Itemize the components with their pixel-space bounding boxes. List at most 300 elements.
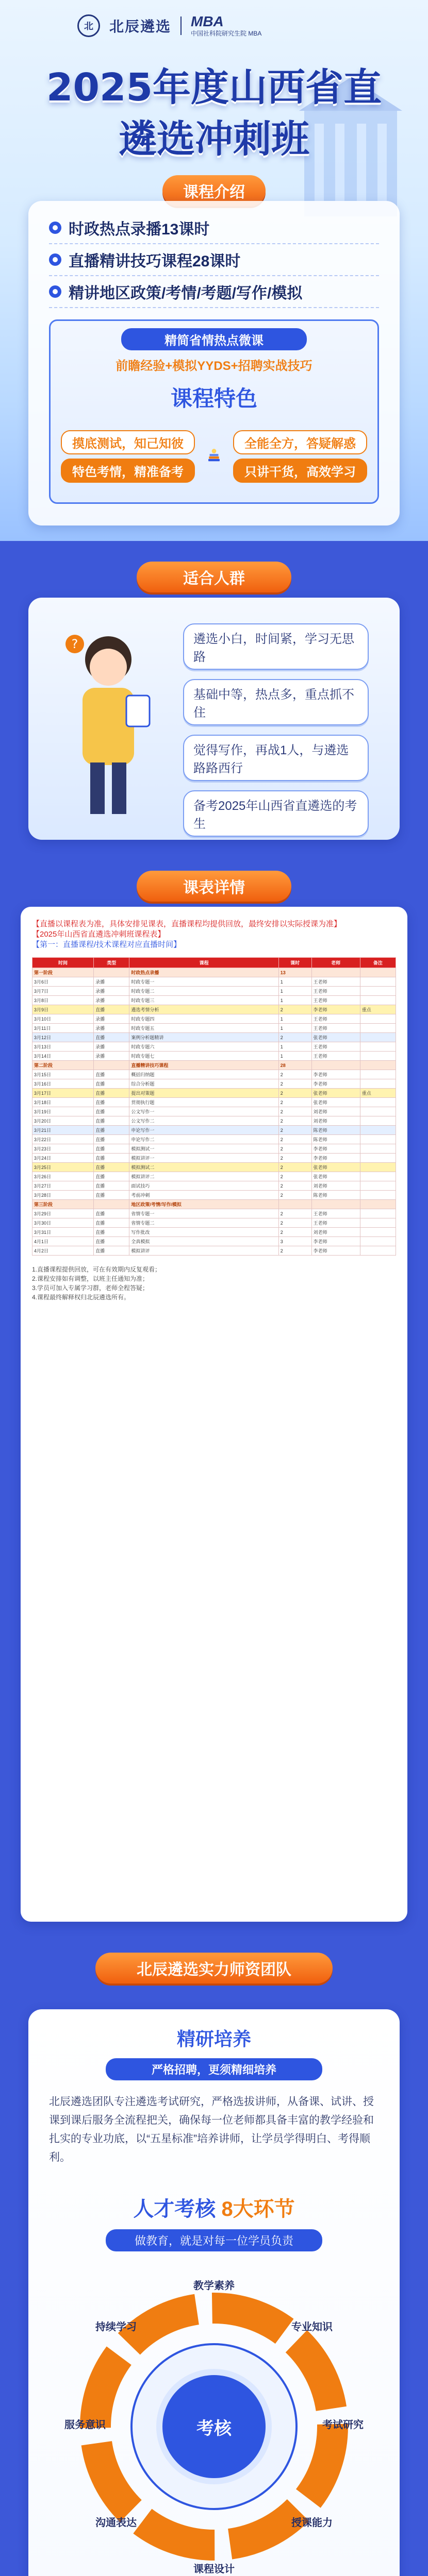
schedule-row (32, 1089, 396, 1098)
schedule-cell: 3月23日 (32, 1144, 94, 1154)
details-section (0, 860, 428, 1937)
schedule-header-cell: 类型 (94, 958, 129, 968)
schedule-header-cell: 课时 (278, 958, 311, 968)
schedule-cell: 第一阶段 (32, 968, 94, 977)
schedule-cell (94, 1061, 129, 1070)
schedule-cell: 贯彻执行题 (129, 1098, 278, 1107)
schedule-cell (360, 1079, 396, 1089)
schedule-cell (360, 1024, 396, 1033)
schedule-cell (311, 968, 360, 977)
teachers-strip: 严格招聘，更须精细培养 (106, 2058, 322, 2080)
schedule-cell: 模拟测试二 (129, 1163, 278, 1172)
intro-card (28, 201, 400, 526)
schedule-row (32, 1024, 396, 1033)
schedule-cell: 时政热点录播 (129, 968, 278, 977)
schedule-cell (94, 1200, 129, 1209)
schedule-cell (278, 1200, 311, 1209)
schedule-cell: 陈老师 (311, 1191, 360, 1200)
teachers-card (28, 2009, 400, 2576)
schedule-cell: 直播 (94, 1107, 129, 1116)
schedule-cell (360, 1070, 396, 1079)
ring-title (49, 2193, 379, 2222)
schedule-cell: 3月25日 (32, 1163, 94, 1172)
footnote: 3.学员可加入专属学习群，老师全程答疑； (32, 1284, 149, 1292)
ring-label: 教学素养 (193, 2280, 235, 2292)
schedule-cell: 录播 (94, 987, 129, 996)
schedule-cell: 李老师 (311, 1070, 360, 1079)
hero-title (0, 62, 428, 165)
schedule-cell: 4月2日 (32, 1246, 94, 1256)
schedule-cell: 直播 (94, 1098, 129, 1107)
schedule-cell: 28 (278, 1061, 311, 1070)
feature-panel-subtitle: 前瞻经验+模拟YYDS+招聘实战技巧 (116, 359, 312, 373)
schedule-cell: 王老师 (311, 977, 360, 987)
schedule-row (32, 968, 396, 977)
schedule-cell: 张老师 (311, 1089, 360, 1098)
schedule-cell: 直播 (94, 1172, 129, 1181)
schedule-cell (360, 1107, 396, 1116)
brand-name: 北辰遴选 (109, 18, 172, 35)
schedule-cell: 写作批改 (129, 1228, 278, 1237)
schedule-cell: 录播 (94, 1024, 129, 1033)
ring-label: 持续学习 (95, 2321, 137, 2333)
schedule-cell: 1 (278, 1024, 311, 1033)
schedule-cell (311, 1061, 360, 1070)
intro-item (49, 244, 379, 276)
schedule-row (32, 1033, 396, 1042)
ring-strip: 做教育，就是对每一位学员负责 (106, 2229, 322, 2251)
schedule-header-cell: 备注 (360, 958, 396, 968)
schedule-cell: 2 (278, 1107, 311, 1116)
schedule-cell (360, 1014, 396, 1024)
schedule-cell: 王老师 (311, 1024, 360, 1033)
bullet-icon (49, 222, 61, 234)
schedule-row (32, 1228, 396, 1237)
schedule-cell (360, 1172, 396, 1181)
schedule-cell: 直播 (94, 1089, 129, 1098)
schedule-cell: 时政专题一 (129, 977, 278, 987)
schedule-row (32, 1246, 396, 1256)
schedule-subnote: 【第一：直播课程/技术课程对应直播时间】 (32, 940, 182, 949)
schedule-cell: 直播 (94, 1163, 129, 1172)
feature-stack-right (233, 430, 367, 483)
schedule-cell: 直播 (94, 1237, 129, 1246)
schedule-row (32, 996, 396, 1005)
audience-card (28, 598, 400, 840)
schedule-cell: 直播 (94, 1181, 129, 1191)
schedule-cell: 李老师 (311, 1144, 360, 1154)
hero-title-line1: 2025年度山西省直 (46, 65, 382, 110)
schedule-cell: 3月7日 (32, 987, 94, 996)
schedule-cell: 李老师 (311, 1005, 360, 1014)
schedule-row (32, 1163, 396, 1172)
schedule-row (32, 1218, 396, 1228)
schedule-cell (360, 1135, 396, 1144)
schedule-cell: 直播 (94, 1005, 129, 1014)
schedule-cell: 全真模拟 (129, 1237, 278, 1246)
schedule-row (32, 1135, 396, 1144)
schedule-cell: 13 (278, 968, 311, 977)
feature-tag: 摸底测试，知己知彼 (61, 430, 195, 454)
schedule-cell (360, 1181, 396, 1191)
books-illustration-icon (205, 418, 223, 495)
schedule-cell (360, 1144, 396, 1154)
ring-center: 考核 (162, 2375, 266, 2478)
hero-section (0, 0, 428, 541)
schedule-cell: 3月14日 (32, 1052, 94, 1061)
schedule-cell (360, 1126, 396, 1135)
ring-title-main: 人才考核 (133, 2198, 216, 2221)
schedule-cell: 公文写作一 (129, 1107, 278, 1116)
schedule-cell: 3月6日 (32, 977, 94, 987)
schedule-cell (360, 1209, 396, 1218)
schedule-cell (360, 1061, 396, 1070)
schedule-cell (360, 1033, 396, 1042)
schedule-cell: 直播 (94, 1033, 129, 1042)
schedule-cell: 面试技巧 (129, 1181, 278, 1191)
schedule-cell: 3月30日 (32, 1218, 94, 1228)
schedule-cell: 2 (278, 1033, 311, 1042)
schedule-row (32, 1098, 396, 1107)
schedule-cell: 张老师 (311, 1172, 360, 1181)
schedule-row (32, 1191, 396, 1200)
schedule-cell: 直播精讲技巧课程 (129, 1061, 278, 1070)
schedule-cell: 1 (278, 996, 311, 1005)
schedule-cell: 2 (278, 1116, 311, 1126)
schedule-cell: 直播 (94, 1209, 129, 1218)
schedule-cell: 申论写作二 (129, 1135, 278, 1144)
schedule-cell (360, 1237, 396, 1246)
schedule-row (32, 1079, 396, 1089)
schedule-cell: 直播 (94, 1191, 129, 1200)
brand-seal-icon: 北 (77, 14, 100, 37)
schedule-cell: 录播 (94, 977, 129, 987)
schedule-cell: 2 (278, 1154, 311, 1163)
schedule-cell: 直播 (94, 1154, 129, 1163)
schedule-cell: 3月15日 (32, 1070, 94, 1079)
schedule-row (32, 1144, 396, 1154)
schedule-row (32, 1107, 396, 1116)
schedule-cell: 3月9日 (32, 1005, 94, 1014)
footnote: 4.课程最终解释权归北辰遴选所有。 (32, 1294, 130, 1301)
schedule-header-cell: 课程 (129, 958, 278, 968)
schedule-cell (360, 1228, 396, 1237)
schedule-cell: 直播 (94, 1218, 129, 1228)
schedule-cell: 2 (278, 1070, 311, 1079)
schedule-cell: 录播 (94, 996, 129, 1005)
schedule-row (32, 1052, 396, 1061)
schedule-cell: 2 (278, 1181, 311, 1191)
schedule-cell: 2 (278, 1163, 311, 1172)
schedule-cell (360, 977, 396, 987)
schedule-row (32, 1172, 396, 1181)
schedule-row (32, 1005, 396, 1014)
schedule-cell: 申论写作一 (129, 1126, 278, 1135)
schedule-cell: 录播 (94, 1042, 129, 1052)
schedule-cell: 录播 (94, 1014, 129, 1024)
schedule-note: 【直播以课程表为准，具体安排见课表，直播课程均提供回放，最终安排以实际授课为准】 (32, 920, 342, 928)
schedule-cell (360, 1116, 396, 1126)
schedule-cell: 刘老师 (311, 1228, 360, 1237)
schedule-cell: 2 (278, 1098, 311, 1107)
audience-item: 备考2025年山西省直遴选的考生 (183, 790, 369, 837)
schedule-cell: 录播 (94, 1052, 129, 1061)
schedule-cell: 直播 (94, 1126, 129, 1135)
feature-tag: 全能全方，答疑解惑 (233, 430, 367, 454)
schedule-cell: 时政专题七 (129, 1052, 278, 1061)
schedule-cell: 刘老师 (311, 1116, 360, 1126)
schedule-cell: 3月21日 (32, 1126, 94, 1135)
schedule-cell: 2 (278, 1135, 311, 1144)
schedule-cell (360, 1246, 396, 1256)
schedule-cell: 张老师 (311, 1033, 360, 1042)
ring-label: 授课能力 (291, 2517, 333, 2529)
audience-badge: 适合人群 (137, 562, 291, 592)
teachers-title: 精研培养 (176, 2028, 251, 2049)
logo-bar (77, 13, 261, 38)
schedule-cell: 2 (278, 1209, 311, 1218)
logo-divider (180, 16, 182, 35)
schedule-row (32, 1181, 396, 1191)
schedule-cell: 3月31日 (32, 1228, 94, 1237)
schedule-cell (360, 1218, 396, 1228)
schedule-cell: 时政专题二 (129, 987, 278, 996)
schedule-cell: 2 (278, 1191, 311, 1200)
schedule-cell: 概括归纳题 (129, 1070, 278, 1079)
schedule-row (32, 1042, 396, 1052)
schedule-cell: 时政专题三 (129, 996, 278, 1005)
schedule-cell: 直播 (94, 1079, 129, 1089)
schedule-cell: 模拟讲评 (129, 1246, 278, 1256)
schedule-cell: 案例分析题精讲 (129, 1033, 278, 1042)
schedule-cell (360, 968, 396, 977)
schedule-row (32, 1061, 396, 1070)
schedule-cell: 陈老师 (311, 1135, 360, 1144)
schedule-table (32, 957, 396, 1256)
partner-subtitle: 中国社科院研究生院 MBA (191, 30, 262, 37)
schedule-cell: 直播 (94, 1070, 129, 1079)
schedule-title: 【2025年山西省直遴选冲刺班课程表】 (32, 930, 166, 939)
schedule-cell: 直播 (94, 1135, 129, 1144)
schedule-row (32, 1154, 396, 1163)
schedule-cell: 3月24日 (32, 1154, 94, 1163)
intro-item (49, 212, 379, 244)
schedule-cell (360, 987, 396, 996)
schedule-cell: 地区政策/考情/写作/模拟 (129, 1200, 278, 1209)
ring-title-accent: 8大环节 (221, 2198, 295, 2221)
schedule-cell: 综合分析题 (129, 1079, 278, 1089)
footnote: 1.直播课程提供回放，可在有效期内反复观看； (32, 1266, 161, 1273)
schedule-cell: 2 (278, 1218, 311, 1228)
schedule-cell: 刘老师 (311, 1181, 360, 1191)
schedule-cell: 3月11日 (32, 1024, 94, 1033)
schedule-cell: 张老师 (311, 1098, 360, 1107)
schedule-cell (360, 1191, 396, 1200)
details-badge: 课表详情 (137, 871, 291, 902)
schedule-cell: 公文写作二 (129, 1116, 278, 1126)
schedule-cell: 时政专题四 (129, 1014, 278, 1024)
schedule-cell: 王老师 (311, 987, 360, 996)
schedule-row (32, 1126, 396, 1135)
schedule-cell (360, 1042, 396, 1052)
schedule-cell: 3月16日 (32, 1079, 94, 1089)
schedule-cell: 3月8日 (32, 996, 94, 1005)
schedule-row (32, 977, 396, 987)
partner-logo: MBA (191, 13, 224, 29)
audience-item: 遴选小白，时间紧，学习无思路 (183, 623, 369, 670)
schedule-cell: 2 (278, 1228, 311, 1237)
schedule-cell: 提出对策题 (129, 1089, 278, 1098)
ring-label: 沟通表达 (95, 2517, 137, 2529)
schedule-cell: 2 (278, 1172, 311, 1181)
schedule-cell: 王老师 (311, 1052, 360, 1061)
schedule-cell: 2 (278, 1079, 311, 1089)
feature-row (61, 418, 367, 495)
schedule-cell: 王老师 (311, 1042, 360, 1052)
schedule-cell: 1 (278, 987, 311, 996)
schedule-cell: 第二阶段 (32, 1061, 94, 1070)
schedule-cell: 1 (278, 1052, 311, 1061)
schedule-cell: 遴选考情分析 (129, 1005, 278, 1014)
schedule-cell: 模拟讲评二 (129, 1172, 278, 1181)
schedule-cell: 王老师 (311, 996, 360, 1005)
schedule-cell: 王老师 (311, 1218, 360, 1228)
schedule-cell: 3月22日 (32, 1135, 94, 1144)
schedule-row (32, 987, 396, 996)
feature-panel (49, 319, 379, 504)
schedule-cell: 王老师 (311, 1209, 360, 1218)
schedule-cell (360, 1098, 396, 1107)
schedule-row (32, 1200, 396, 1209)
schedule-cell: 模拟测试一 (129, 1144, 278, 1154)
schedule-cell: 模拟讲评一 (129, 1154, 278, 1163)
hero-title-line2: 遴选冲刺班 (119, 117, 309, 161)
audience-list (183, 623, 369, 846)
schedule-cell: 3月26日 (32, 1172, 94, 1181)
teachers-badge: 北辰遴选实力师资团队 (95, 1953, 333, 1984)
schedule-cell (360, 1163, 396, 1172)
ring-label: 服务意识 (64, 2419, 106, 2431)
schedule-cell (360, 1052, 396, 1061)
schedule-cell: 李老师 (311, 1079, 360, 1089)
schedule-cell: 2 (278, 1005, 311, 1014)
schedule-row (32, 1209, 396, 1218)
schedule-cell: 3月28日 (32, 1191, 94, 1200)
bullet-icon (49, 285, 61, 298)
schedule-cell: 3月12日 (32, 1033, 94, 1042)
schedule-row (32, 1014, 396, 1024)
schedule-cell: 王老师 (311, 1014, 360, 1024)
schedule-cell: 2 (278, 1144, 311, 1154)
course-feature-title: 课程特色 (170, 386, 257, 411)
schedule-card (21, 907, 407, 1922)
schedule-row (32, 1116, 396, 1126)
schedule-cell: 省情专题一 (129, 1209, 278, 1218)
schedule-cell (94, 968, 129, 977)
footnote: 2.课程安排如有调整，以班主任通知为准； (32, 1275, 149, 1282)
intro-badge: 课程介绍 (162, 175, 266, 206)
schedule-cell: 3月29日 (32, 1209, 94, 1218)
schedule-cell: 时政专题五 (129, 1024, 278, 1033)
feature-tag: 特色考情，精准备考 (61, 459, 195, 483)
schedule-cell: 3 (278, 1237, 311, 1246)
schedule-cell (360, 1154, 396, 1163)
schedule-cell: 李老师 (311, 1246, 360, 1256)
intro-item-label: 直播精讲技巧课程28课时 (69, 253, 241, 270)
schedule-footnotes (32, 1265, 396, 1302)
schedule-cell: 直播 (94, 1116, 129, 1126)
schedule-cell (311, 1200, 360, 1209)
audience-item: 觉得写作，再战1人，与遴选路路西行 (183, 735, 369, 781)
ring-label: 课程设计 (193, 2564, 235, 2575)
intro-item-label: 精讲地区政策/考情/考题/写作/模拟 (69, 285, 303, 302)
schedule-cell: 第三阶段 (32, 1200, 94, 1209)
schedule-cell: 3月13日 (32, 1042, 94, 1052)
schedule-cell: 3月19日 (32, 1107, 94, 1116)
schedule-cell: 4月1日 (32, 1237, 94, 1246)
schedule-cell: 1 (278, 1042, 311, 1052)
feature-tag: 只讲干货，高效学习 (233, 459, 367, 483)
svg-text:?: ? (71, 637, 78, 651)
intro-item-label: 时政热点录播13课时 (69, 221, 210, 238)
teachers-description: 北辰遴选团队专注遴选考试研究，严格选拔讲师，从备课、试讲、授课到课后服务全流程把关，确保每一位老师都具备丰富的教学经验和扎实的专业功底，以“五星标准”培养讲师，让学员学得明白、考得顺利。 (49, 2096, 374, 2163)
feature-panel-title: 精简省情热点微课 (121, 328, 307, 350)
schedule-cell: 1 (278, 977, 311, 987)
schedule-row (32, 1070, 396, 1079)
intro-item (49, 276, 379, 308)
teachers-section (0, 1953, 428, 2576)
schedule-cell: 3月17日 (32, 1089, 94, 1098)
schedule-cell: 3月20日 (32, 1116, 94, 1126)
schedule-cell: 直播 (94, 1144, 129, 1154)
schedule-cell: 2 (278, 1246, 311, 1256)
schedule-cell: 2 (278, 1126, 311, 1135)
schedule-cell: 考前冲刺 (129, 1191, 278, 1200)
schedule-cell: 刘老师 (311, 1107, 360, 1116)
student-illustration-icon (54, 623, 162, 819)
schedule-cell: 李老师 (311, 1154, 360, 1163)
bullet-icon (49, 253, 61, 266)
schedule-cell: 直播 (94, 1246, 129, 1256)
schedule-cell: 3月18日 (32, 1098, 94, 1107)
schedule-cell (360, 1200, 396, 1209)
schedule-header-cell: 老师 (311, 958, 360, 968)
schedule-cell: 陈老师 (311, 1126, 360, 1135)
ring-label: 专业知识 (291, 2321, 333, 2333)
schedule-cell: 直播 (94, 1228, 129, 1237)
schedule-cell: 张老师 (311, 1163, 360, 1172)
schedule-cell (360, 996, 396, 1005)
ring-label: 考试研究 (322, 2419, 364, 2431)
schedule-cell: 时政专题六 (129, 1042, 278, 1052)
schedule-row (32, 1237, 396, 1246)
audience-section (0, 541, 428, 860)
schedule-cell: 重点 (360, 1005, 396, 1014)
feature-stack-left (61, 430, 195, 483)
schedule-body (32, 968, 396, 1256)
schedule-cell: 重点 (360, 1089, 396, 1098)
assessment-ring (54, 2267, 374, 2576)
schedule-cell: 李老师 (311, 1237, 360, 1246)
schedule-cell: 3月27日 (32, 1181, 94, 1191)
audience-item: 基础中等，热点多，重点抓不住 (183, 679, 369, 725)
schedule-header-row (32, 958, 396, 968)
schedule-cell: 省情专题二 (129, 1218, 278, 1228)
schedule-cell: 3月10日 (32, 1014, 94, 1024)
schedule-cell: 2 (278, 1089, 311, 1098)
schedule-header-cell: 时间 (32, 958, 94, 968)
schedule-cell: 1 (278, 1014, 311, 1024)
